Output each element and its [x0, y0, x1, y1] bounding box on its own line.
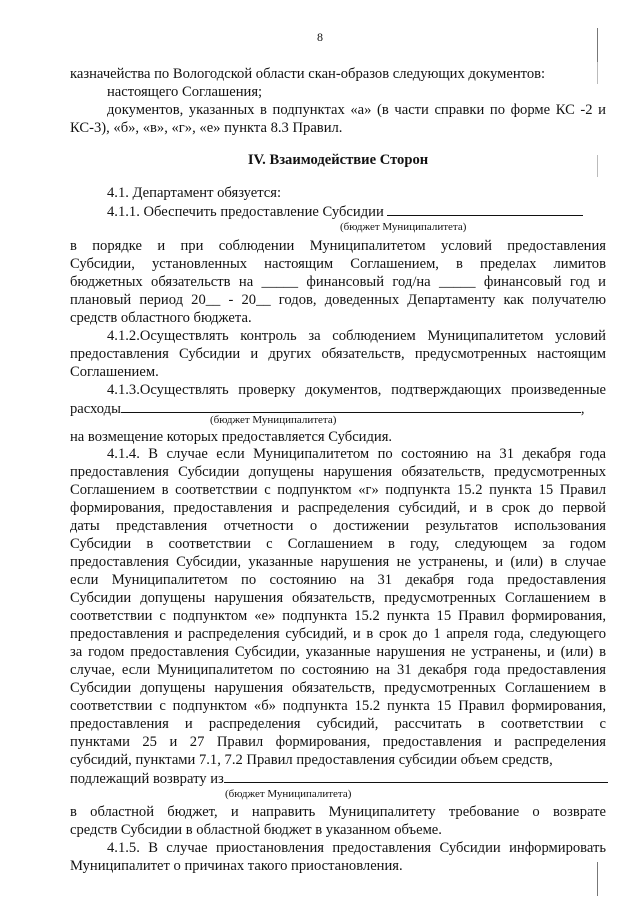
page-number: 8: [317, 30, 323, 44]
paragraph-line: в областной бюджет, и направить Муниципалитету требование о возврате: [70, 804, 606, 820]
budget-caption: (бюджет Муниципалитета): [340, 221, 467, 233]
paragraph-line: казначейства по Вологодской области скан-образов следующих документов:: [70, 66, 546, 82]
expenses-label: расходы: [70, 401, 121, 417]
clause-4-1-5: 4.1.5. В случае приостановления предоставления Субсидии информировать: [107, 840, 606, 856]
paragraph-line: предоставления и распределения субсидий, и в срок до 1 апреля года, следующего: [70, 626, 606, 642]
paragraph-line: Субсидии, установленных настоящим Соглашением, в пределах лимитов: [70, 256, 606, 272]
paragraph-line: на возмещение которых предоставляется Субсидия.: [70, 429, 393, 445]
paragraph-line: случае, если Муниципалитетом по состоянию на 31 декабря года предоставления: [70, 662, 606, 678]
clause-4-1-4: 4.1.4. В случае если Муниципалитетом по состоянию на 31 декабря года: [107, 446, 606, 462]
paragraph-line: соответствии с подпунктом «е» подпункта 15.2 пункта 15 Правил формирования,: [70, 608, 606, 624]
paragraph-line: бюджетных обязательств на _____ финансовый год/на _____ финансовый год и: [70, 274, 606, 290]
expenses-comma: ,: [580, 401, 585, 417]
paragraph-line: в порядке и при соблюдении Муниципалитетом условий предоставления: [70, 238, 606, 254]
paragraph-line: соответствии с подпунктом «б» подпункта 15.2 пункта 15 Правил формирования,: [70, 698, 606, 714]
paragraph-line: средств Субсидии в областной бюджет в указанном объеме.: [70, 822, 442, 838]
paragraph-line: настоящего Соглашения;: [107, 84, 263, 100]
paragraph-line: плановый период 20__ - 20__ годов, доведенных Департаменту как получателю: [70, 292, 606, 308]
budget-blank: [121, 399, 581, 413]
scan-margin-line: [597, 28, 598, 62]
paragraph-line: пунктами 25 и 27 Правил формирования, предоставления и распределения: [70, 734, 606, 750]
clause-4-1-2: 4.1.2.Осуществлять контроль за соблюдением Муниципалитетом условий: [107, 328, 606, 344]
paragraph-line: Субсидии допущены нарушения обязательств, предусмотренных Соглашением в: [70, 590, 606, 606]
paragraph-line: формирования, предоставления и распределения субсидий, и в срок до первой: [70, 500, 606, 516]
paragraph-line: Субсидии в соответствии с Соглашением в году, следующем за годом: [70, 536, 606, 552]
paragraph-line: Соглашением.: [70, 364, 159, 380]
clause-4-1-1: [107, 202, 606, 221]
paragraph-line: [70, 769, 606, 788]
clause-4-1: 4.1. Департамент обязуется:: [107, 185, 282, 201]
budget-blank: [387, 202, 583, 216]
paragraph-line: КС-3), «б», «в», «г», «е» пункта 8.3 Правил.: [70, 120, 343, 136]
paragraph-line: предоставления Субсидии допущены нарушения обязательств, предусмотренных: [70, 464, 606, 480]
paragraph-line: [70, 399, 606, 418]
clause-4-1-1-text: 4.1.1. Обеспечить предоставление Субсидии: [107, 204, 384, 220]
paragraph-line: субсидий, пунктами 7.1, 7.2 Правил предоставления субсидии объем средств,: [70, 752, 553, 768]
budget-caption: (бюджет Муниципалитета): [210, 414, 337, 426]
paragraph-line: предоставления и распределения субсидий, рассчитать в соответствии с: [70, 716, 606, 732]
paragraph-line: Муниципалитет о причинах такого приостановления.: [70, 858, 403, 874]
paragraph-line: Соглашением в соответствии с подпунктом «г» подпункта 15.2 пункта 15 Правил: [70, 482, 606, 498]
paragraph-line: за годом предоставления Субсидии, указанные нарушения не устранены, и (или) в: [70, 644, 606, 660]
budget-caption: (бюджет Муниципалитета): [225, 788, 352, 800]
section-heading: IV. Взаимодействие Сторон: [247, 152, 429, 168]
paragraph-line: предоставления Субсидии, указанные нарушения не устранены, и (или) в случае: [70, 554, 606, 570]
paragraph-line: предоставления Субсидии и других обязательств, предусмотренных настоящим: [70, 346, 606, 362]
scan-margin-line: [597, 155, 598, 177]
paragraph-line: документов, указанных в подпунктах «а» (в части справки по форме КС -2 и: [107, 102, 606, 118]
refund-label: подлежащий возврату из: [70, 771, 224, 787]
clause-4-1-3: 4.1.3.Осуществлять проверку документов, подтверждающих произведенные: [107, 382, 606, 398]
scan-margin-line: [597, 862, 598, 896]
paragraph-line: Субсидии допущены нарушения обязательств, предусмотренных Соглашением в: [70, 680, 606, 696]
paragraph-line: даты представления отчетности о достижении результатов использования: [70, 518, 606, 534]
paragraph-line: средств областного бюджета.: [70, 310, 252, 326]
paragraph-line: если Муниципалитетом по состоянию на 31 декабря года предоставления: [70, 572, 606, 588]
scan-margin-line: [597, 62, 598, 84]
budget-blank: [224, 769, 608, 783]
